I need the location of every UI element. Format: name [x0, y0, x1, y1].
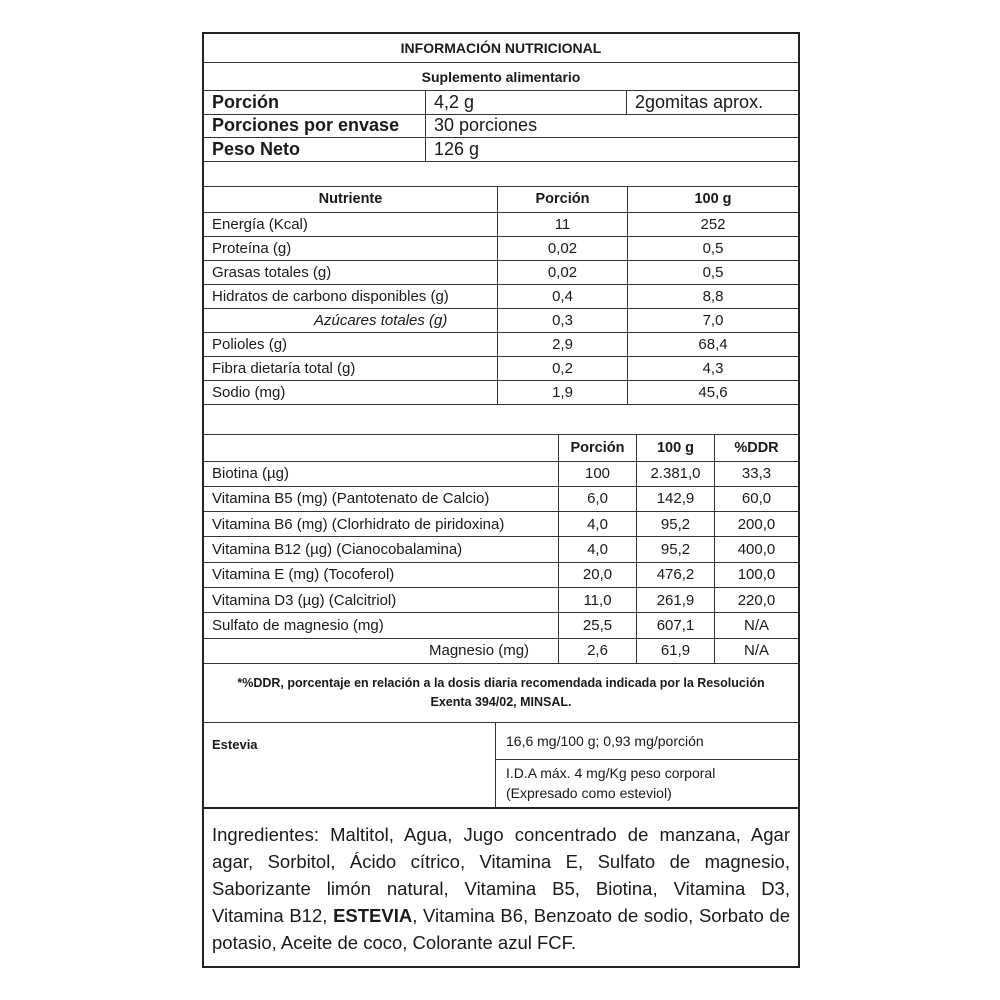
net-weight-value: 126 g — [434, 138, 480, 159]
stevia-name: Estevia — [204, 723, 496, 807]
nutrient-portion: 0,4 — [498, 285, 628, 308]
vitamin-ddr: 33,3 — [741, 465, 772, 483]
vitamin-name: Vitamina E (mg) (Tocoferol) — [204, 563, 559, 587]
vitamin-portion: 20,0 — [559, 563, 637, 587]
nutrient-header-row — [204, 187, 798, 213]
vitamin-portion: 2,6 — [559, 639, 637, 663]
footnote-line-1: *%DDR, porcentaje en relación a la dosis diaria recomendada indicada por la Resolución — [237, 675, 765, 690]
nutrient-row — [204, 237, 798, 261]
vitamin-ddr: 100,0 — [737, 566, 776, 584]
nutrient-portion: 11 — [498, 213, 628, 236]
serving-extra: 2gomitas aprox. — [635, 91, 764, 112]
vitamin-name: Magnesio (mg) — [204, 639, 559, 663]
title-row — [204, 34, 798, 63]
ingredients-text — [204, 809, 798, 966]
vitamin-per100: 261,9 — [637, 588, 715, 612]
vitamin-ddr: N/A — [743, 616, 769, 634]
nutrient-name: Azúcares totales (g) — [204, 309, 498, 332]
vitamin-name: Vitamina B5 (mg) (Pantotenato de Calcio) — [204, 487, 559, 511]
nutrient-per100: 4,3 — [702, 359, 724, 377]
nutrient-per100: 7,0 — [702, 311, 724, 329]
vitamin-name: Sulfato de magnesio (mg) — [204, 613, 559, 637]
vitamin-portion: 4,0 — [559, 537, 637, 561]
nutrient-table — [204, 213, 798, 405]
nutrition-label — [202, 32, 800, 968]
vitamin-name: Vitamina D3 (µg) (Calcitriol) — [204, 588, 559, 612]
vitamin-name: Vitamina B6 (mg) (Clorhidrato de piridoxina) — [204, 512, 559, 536]
nutrient-row — [204, 357, 798, 381]
nutrient-per100: 252 — [700, 215, 726, 233]
vitamin-header-row — [204, 435, 798, 462]
serving-row — [204, 91, 798, 115]
vitamin-row — [204, 487, 798, 512]
vitamin-per100: 607,1 — [637, 613, 715, 637]
label-title: INFORMACIÓN NUTRICIONAL — [400, 40, 602, 56]
vitamin-portion: 100 — [559, 462, 637, 486]
vitamin-table — [204, 462, 798, 664]
nutrient-per100: 45,6 — [698, 383, 728, 401]
nutrient-name: Energía (Kcal) — [204, 213, 498, 236]
spacer-row — [204, 405, 798, 435]
serving-label: Porción — [204, 91, 426, 114]
vitamin-per100: 142,9 — [637, 487, 715, 511]
stevia-details — [496, 723, 798, 807]
nutrient-name: Fibra dietaría total (g) — [204, 357, 498, 380]
nutrient-portion: 0,3 — [498, 309, 628, 332]
nutrient-name: Proteína (g) — [204, 237, 498, 260]
nutrient-name: Hidratos de carbono disponibles (g) — [204, 285, 498, 308]
nutrient-portion: 2,9 — [498, 333, 628, 356]
nutrient-per100: 8,8 — [702, 287, 724, 305]
nutrient-per100: 0,5 — [702, 263, 724, 281]
vitamin-per100: 2.381,0 — [637, 462, 715, 486]
vitamin-per100: 476,2 — [637, 563, 715, 587]
vitamin-per100: 95,2 — [637, 512, 715, 536]
stevia-row — [204, 723, 798, 809]
vitamin-per100: 95,2 — [637, 537, 715, 561]
stevia-amount: 16,6 mg/100 g; 0,93 mg/porción — [496, 723, 798, 760]
nutrient-header-100g: 100 g — [694, 191, 732, 207]
nutrient-portion: 0,02 — [498, 261, 628, 284]
nutrient-row — [204, 333, 798, 357]
vitamin-ddr: N/A — [743, 642, 769, 660]
vitamin-row — [204, 512, 798, 537]
nutrient-header-portion: Porción — [498, 187, 628, 212]
ingredients-part-1: Ingredientes: Maltitol, Agua, Jugo concentrado de manzana, Agar agar, Sorbitol, Ácido cítrico, Vitamina E, Sulfato de magnesio, Saborizante limón natural, Vitamina B5, Biotina, Vitamina D3, Vitamina B12, — [212, 823, 790, 926]
net-weight-row — [204, 138, 798, 162]
nutrient-portion: 1,9 — [498, 381, 628, 404]
vitamin-portion: 6,0 — [559, 487, 637, 511]
nutrient-row — [204, 381, 798, 405]
stevia-ida-line-2: (Expresado como esteviol) — [506, 785, 672, 802]
vitamin-portion: 11,0 — [559, 588, 637, 612]
nutrient-row — [204, 213, 798, 237]
nutrient-row — [204, 261, 798, 285]
nutrient-portion: 0,02 — [498, 237, 628, 260]
nutrient-row — [204, 309, 798, 333]
vitamin-row — [204, 563, 798, 588]
nutrient-name: Sodio (mg) — [204, 381, 498, 404]
vitamin-row — [204, 613, 798, 638]
servings-per-container-value: 30 porciones — [434, 115, 538, 136]
vitamin-header-ddr: %DDR — [734, 439, 779, 456]
stevia-ida — [496, 760, 798, 807]
vitamin-portion: 25,5 — [559, 613, 637, 637]
nutrient-name: Grasas totales (g) — [204, 261, 498, 284]
nutrient-header-name: Nutriente — [204, 187, 498, 212]
vitamin-ddr: 400,0 — [737, 541, 776, 559]
vitamin-header-portion: Porción — [559, 435, 637, 461]
nutrient-per100: 68,4 — [698, 335, 728, 353]
vitamin-ddr: 220,0 — [737, 591, 776, 609]
vitamin-ddr: 200,0 — [737, 515, 776, 533]
stevia-ida-line-1: I.D.A máx. 4 mg/Kg peso corporal — [506, 765, 716, 782]
ingredients-highlight-stevia: ESTEVIA — [333, 904, 413, 926]
servings-per-container-row — [204, 115, 798, 139]
vitamin-row — [204, 588, 798, 613]
footnote-row — [204, 664, 798, 723]
vitamin-row — [204, 537, 798, 562]
nutrient-portion: 0,2 — [498, 357, 628, 380]
vitamin-header-100g: 100 g — [637, 435, 715, 461]
vitamin-name: Vitamina B12 (µg) (Cianocobalamina) — [204, 537, 559, 561]
footnote-line-2: Exenta 394/02, MINSAL. — [430, 694, 572, 709]
vitamin-row — [204, 639, 798, 664]
vitamin-header-blank — [204, 435, 559, 461]
nutrient-name: Polioles (g) — [204, 333, 498, 356]
vitamin-ddr: 60,0 — [741, 490, 772, 508]
vitamin-portion: 4,0 — [559, 512, 637, 536]
serving-value: 4,2 g — [426, 91, 627, 114]
vitamin-name: Biotina (µg) — [204, 462, 559, 486]
vitamin-per100: 61,9 — [637, 639, 715, 663]
servings-per-container-label: Porciones por envase — [204, 115, 426, 138]
vitamin-row — [204, 462, 798, 487]
footnote — [204, 664, 798, 722]
nutrient-row — [204, 285, 798, 309]
ingredients-part-2: , Vitamina B6, Benzoato de sodio, Sorbato de potasio, Aceite de coco, Colorante azul FCF. — [212, 904, 790, 953]
label-subtitle: Suplemento alimentario — [421, 68, 581, 85]
subtitle-row — [204, 63, 798, 91]
net-weight-label: Peso Neto — [204, 138, 426, 161]
nutrient-per100: 0,5 — [702, 239, 724, 257]
spacer-row — [204, 162, 798, 187]
